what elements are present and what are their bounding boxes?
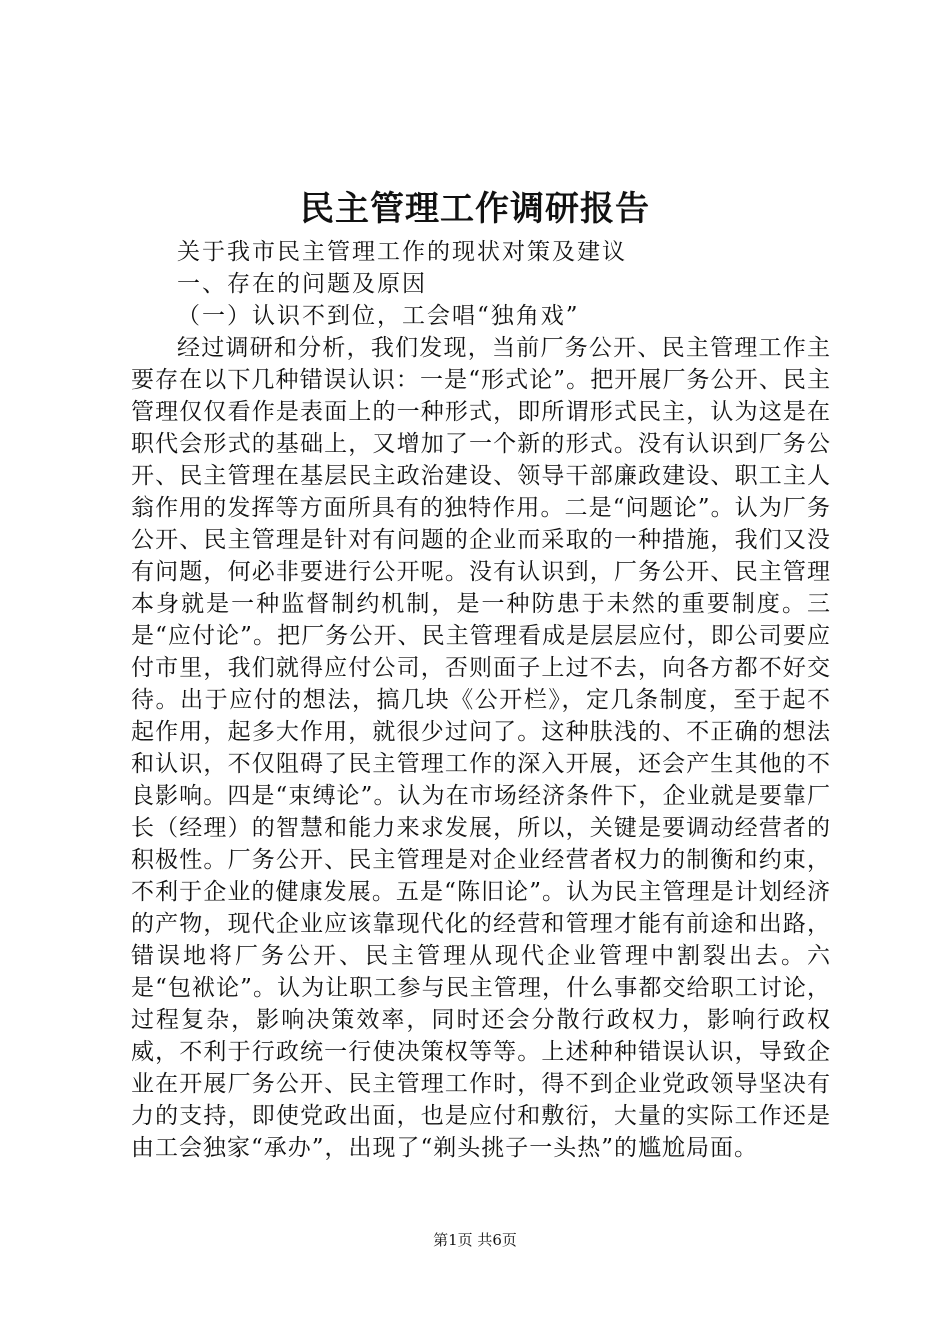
subsection-heading: （一）认识不到位，工会唱“独角戏” xyxy=(177,303,580,329)
document-subtitle: 关于我市民主管理工作的现状对策及建议 xyxy=(177,239,627,265)
document-content xyxy=(131,236,831,1164)
document-title: 民主管理工作调研报告 xyxy=(300,189,650,229)
section-heading: 一、存在的问题及原因 xyxy=(177,271,427,297)
page-footer: 第1页 共6页 xyxy=(433,1231,517,1249)
body-paragraph: 经过调研和分析，我们发现，当前厂务公开、民主管理工作主要存在以下几种错误认识：一是“形式论”。把开展厂务公开、民主管理仅仅看作是表面上的一种形式，即所谓形式民主，认为这是在职代会形式的基础上，又增加了一个新的形式。没有认识到厂务公开、民主管理在基层民主政治建设、领导干部廉政建设、职工主人翁作用的发挥等方面所具有的独特作用。二是“问题论”。认为厂务公开、民主管理是针对有问题的企业而采取的一种措施，我们又没有问题，何必非要进行公开呢。没有认识到，厂务公开、民主管理本身就是一种监督制约机制，是一种防患于未然的重要制度。三是“应付论”。把厂务公开、民主管理看成是层层应付，即公司要应付市里，我们就得应付公司，否则面子上过不去，向各方都不好交待。出于应付的想法，搞几块《公开栏》，定几条制度，至于起不起作用，起多大作用，就很少过问了。这种肤浅的、不正确的想法和认识，不仅阻碍了民主管理工作的深入开展，还会产生其他的不良影响。四是“束缚论”。认为在市场经济条件下，企业就是要靠厂长（经理）的智慧和能力来求发展，所以，关键是要调动经营者的积极性。厂务公开、民主管理是对企业经营者权力的制衡和约束，不利于企业的健康发展。五是“陈旧论”。认为民主管理是计划经济的产物，现代企业应该靠现代化的经营和管理才能有前途和出路，错误地将厂务公开、民主管理从现代企业管理中割裂出去。六是“包袱论”。认为让职工参与民主管理，什么事都交给职工讨论，过程复杂，影响决策效率，同时还会分散行政权力，影响行政权威，不利于行政统一行使决策权等等。上述种种错误认识，导致企业在开展厂务公开、民主管理工作时，得不到企业党政领导坚决有力的支持，即使党政出面，也是应付和敷衍，大量的实际工作还是由工会独家“承办”，出现了“剃头挑子一头热”的尴尬局面。 xyxy=(131,335,831,1161)
